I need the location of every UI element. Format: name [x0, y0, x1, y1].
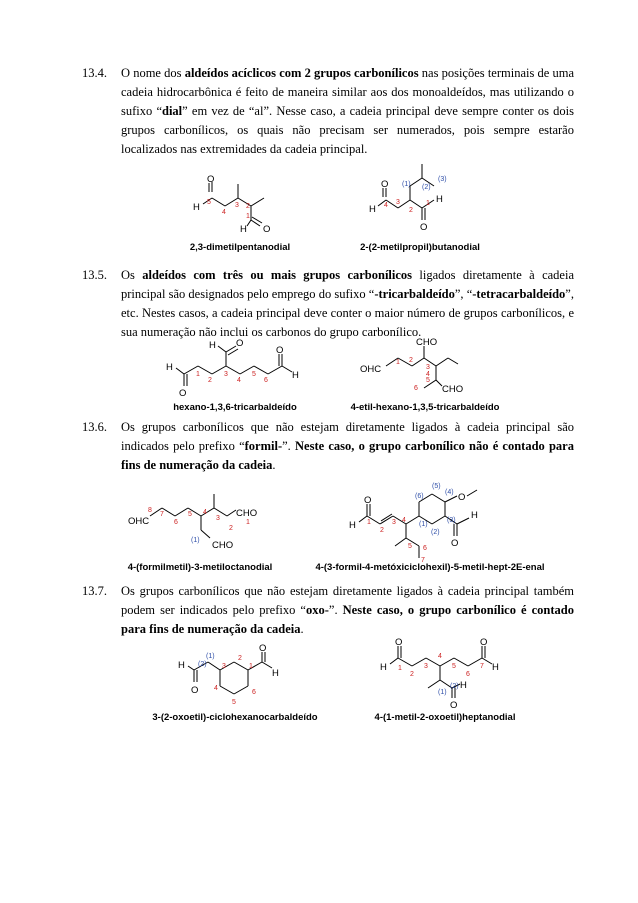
atom-hydrogen: H [369, 204, 376, 215]
atom-oxygen: O [263, 224, 271, 235]
locant: 3 [216, 515, 220, 522]
locant: 5 [232, 699, 236, 706]
atom-oxygen: O [450, 700, 458, 711]
locant: 1 [396, 359, 400, 366]
text-part: Os grupos carbonílicos que não estejam diretamente ligados à cadeia principal são indicados pelo prefixo “ [121, 420, 574, 453]
locant: 5 [452, 663, 456, 670]
atom-hydrogen: H [166, 362, 173, 373]
locant: 4 [438, 653, 442, 660]
atom-oxygen: O [420, 222, 428, 233]
structure-3-2-oxoetil-ciclohexanocarbaldeido [172, 638, 302, 710]
locant: 6 [414, 385, 418, 392]
locant: 3 [392, 519, 396, 526]
locant: 5 [252, 371, 256, 378]
section-number: 13.5. [82, 268, 107, 282]
section-number: 13.4. [82, 66, 107, 80]
compound-name: hexano-1,3,6-tricarbaldeído [173, 402, 297, 413]
bold-term: -tetracarbaldeído [472, 287, 566, 301]
locant: 4 [222, 209, 226, 216]
text-part: . [272, 458, 276, 472]
section-text [121, 418, 574, 475]
locant: 1 [246, 519, 250, 526]
atom-oxygen: O [207, 174, 215, 185]
bold-term: Neste caso, o grupo carbonílico é contado para fins de numeração da cadeia [121, 603, 574, 636]
locant: (2) [198, 661, 207, 668]
atom-oxygen: O [381, 179, 389, 190]
atom-oxygen: O [451, 538, 459, 549]
section-text [121, 64, 574, 159]
locant: 1 [367, 519, 371, 526]
bold-term: Neste caso, o grupo carbonílico não é contado para fins de numeração da cadeia [121, 439, 574, 472]
section-number: 13.6. [82, 420, 107, 434]
text-part: Os grupos carbonílicos que não estejam diretamente ligados à cadeia principal também podem ser indicados pelo prefixo “ [121, 584, 574, 617]
locant: (6) [415, 493, 424, 500]
locant: 4 [214, 685, 218, 692]
bold-term: dial [162, 104, 183, 118]
structure-4-3-formil-4-metoxiciclohexil-5-metil-hept-2e-enal [345, 478, 505, 566]
compound-name: 4-(3-formil-4-metóxiciclohexil)-5-metil-hept-2E-enal [315, 562, 545, 573]
locant: 5 [408, 543, 412, 550]
locant: 1 [398, 665, 402, 672]
bold-term: aldeídos com três ou mais grupos carbonílicos [142, 268, 413, 282]
locant: 5 [207, 199, 211, 206]
locant: (3) [447, 517, 456, 524]
atom-oxygen: O [458, 492, 466, 503]
atom-oxygen: O [364, 495, 372, 506]
text-part: ”, “ [454, 287, 473, 301]
locant: 3 [235, 202, 239, 209]
text-part: ” em vez de “al”. Nesse caso, a cadeia principal deve sempre conter os dois grupos carbonílicos, os quais não precisam ser numerados, pois sempre estarão localizados nas extremidades da cadeia principal. [121, 104, 574, 156]
atom-hydrogen: H [492, 662, 499, 673]
structure-4-formilmetil-3-metiloctanodial [128, 488, 278, 558]
section-text [121, 266, 574, 342]
compound-name: 4-etil-hexano-1,3,5-tricarbaldeído [350, 402, 500, 413]
locant: 3 [396, 199, 400, 206]
locant: 4 [384, 202, 388, 209]
atom-group-ohc: OHC [360, 364, 382, 375]
text-part: nas posições terminais de uma cadeia hidrocarbônica é feito de maneira similar aos dos monoaldeídos, mas utilizando o sufixo “ [121, 66, 574, 118]
atom-oxygen: O [395, 637, 403, 648]
locant: (1) [191, 537, 200, 544]
structure-hexano-1-3-6-tricarbaldeido [160, 336, 310, 406]
locant: 3 [222, 663, 226, 670]
atom-group-cho: CHO [236, 508, 258, 519]
text-part: O nome dos [121, 66, 185, 80]
locant: (2) [431, 529, 440, 536]
atom-oxygen: O [179, 388, 187, 399]
text-part: . [300, 622, 304, 636]
atom-oxygen: O [480, 637, 488, 648]
atom-hydrogen: H [460, 680, 467, 691]
compound-name: 2,3-dimetilpentanodial [189, 242, 291, 253]
section-number: 13.7. [82, 584, 107, 598]
locant: 2 [229, 525, 233, 532]
locant: 2 [238, 655, 242, 662]
locant: 2 [246, 203, 250, 210]
bold-term: -tricarbaldeído [374, 287, 455, 301]
locant: 7 [421, 557, 425, 564]
locant: 2 [410, 671, 414, 678]
locant: (5) [432, 483, 441, 490]
compound-name: 3-(2-oxoetil)-ciclohexanocarbaldeído [152, 712, 318, 723]
atom-hydrogen: H [349, 520, 356, 531]
atom-oxygen: O [259, 643, 267, 654]
locant: 4 [237, 377, 241, 384]
bold-term: formil- [244, 439, 283, 453]
atom-hydrogen: H [272, 668, 279, 679]
locant: 1 [426, 200, 430, 207]
compound-name: 2-(2-metilpropil)butanodial [360, 242, 480, 253]
locant: 6 [264, 377, 268, 384]
structure-2-2-metilpropil-butanodial [364, 160, 474, 235]
locant: 2 [380, 527, 384, 534]
atom-hydrogen: H [471, 510, 478, 521]
atom-hydrogen: H [380, 662, 387, 673]
locant: 2 [409, 207, 413, 214]
locant: 6 [252, 689, 256, 696]
locant: 6 [466, 671, 470, 678]
atom-hydrogen: H [178, 660, 185, 671]
text-part: Os [121, 268, 143, 282]
locant: 1 [246, 213, 250, 220]
compound-name: 4-(1-metil-2-oxoetil)heptanodial [374, 712, 516, 723]
locant: 1 [249, 663, 253, 670]
atom-group-ohc: OHC [128, 516, 150, 527]
locant: 6 [174, 519, 178, 526]
atom-group-cho: CHO [212, 540, 234, 551]
text-part: ”, etc. Nestes casos, a cadeia principal deve conter o maior número de grupos carbonílicos, e sua numeração não inclui os carbonos do grupo carbonílico. [121, 287, 574, 339]
atom-oxygen: O [276, 345, 284, 356]
section-text [121, 582, 574, 639]
locant: 5 [188, 511, 192, 518]
text-part: ligados diretamente à cadeia principal são designados pelo emprego do sufixo “ [121, 268, 574, 301]
structure-4-etil-hexano-1-3-5-tricarbaldeido [360, 334, 490, 404]
locant: 3 [426, 364, 430, 371]
locant: 4 [426, 371, 430, 378]
atom-hydrogen: H [209, 340, 216, 351]
locant: 8 [148, 507, 152, 514]
atom-hydrogen: H [240, 224, 247, 235]
locant: 7 [480, 663, 484, 670]
atom-hydrogen: H [193, 202, 200, 213]
locant: 3 [424, 663, 428, 670]
text-part: ”. [328, 603, 343, 617]
atom-hydrogen: H [292, 370, 299, 381]
compound-name: 4-(formilmetil)-3-metiloctanodial [127, 562, 273, 573]
locant: (1) [438, 689, 447, 696]
locant: (4) [445, 489, 454, 496]
structure-2-3-dimetilpentanodial [185, 170, 295, 240]
locant: (3) [438, 176, 447, 183]
atom-oxygen: O [236, 338, 244, 349]
locant: 4 [402, 517, 406, 524]
locant: 5 [426, 377, 430, 384]
bold-term: aldeídos acíclicos com 2 grupos carbonílicos [184, 66, 419, 80]
locant: (1) [419, 521, 428, 528]
structure-4-1-metil-2-oxoetil-heptanodial [372, 636, 512, 714]
locant: 2 [409, 357, 413, 364]
text-part: ”. [282, 439, 295, 453]
atom-hydrogen: H [436, 194, 443, 205]
locant: (2) [422, 184, 431, 191]
atom-oxygen: O [191, 685, 199, 696]
locant: 3 [224, 371, 228, 378]
locant: 7 [160, 511, 164, 518]
locant: (1) [402, 181, 411, 188]
atom-group-cho: CHO [416, 337, 438, 348]
locant: 2 [208, 377, 212, 384]
locant: (1) [206, 653, 215, 660]
atom-group-cho: CHO [442, 384, 464, 395]
locant: 1 [196, 371, 200, 378]
locant: (2) [450, 683, 459, 690]
locant: 6 [423, 545, 427, 552]
bold-term: oxo- [305, 603, 329, 617]
locant: 4 [203, 509, 207, 516]
